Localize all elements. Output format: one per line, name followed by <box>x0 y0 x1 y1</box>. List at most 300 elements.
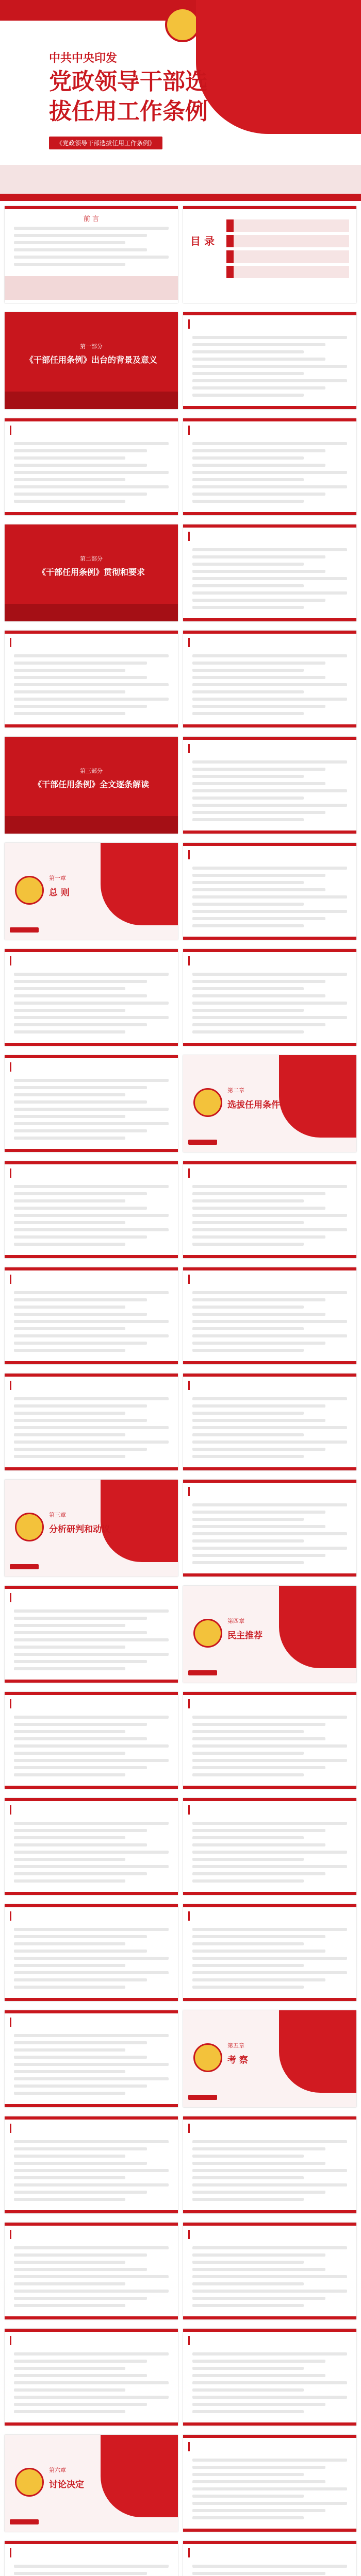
section-title: 选拔任用条件 <box>227 1100 280 1110</box>
slide-bottom-bar <box>5 1680 178 1683</box>
slide-text-block <box>192 2565 347 2576</box>
text-line <box>192 917 325 920</box>
slide-section <box>183 2010 356 2107</box>
section-badge <box>188 1140 217 1145</box>
slide-content <box>183 1267 356 1364</box>
text-line <box>192 1433 304 1436</box>
text-line <box>192 2367 304 2370</box>
text-line <box>192 811 325 814</box>
slide-text-block <box>14 227 169 270</box>
text-line <box>14 449 147 452</box>
text-line <box>14 2048 125 2052</box>
slide-content <box>183 312 356 409</box>
text-line <box>14 241 125 244</box>
text-line <box>192 1986 304 1989</box>
rays-decoration <box>5 816 178 834</box>
text-line <box>14 1100 147 1104</box>
slide-content <box>5 1798 178 1895</box>
text-line <box>14 669 125 672</box>
slide-text-block <box>14 2352 169 2417</box>
text-line <box>14 1404 147 1408</box>
part-title: 《干部任用条例》出台的背景及意义 <box>25 355 157 365</box>
slide-heading-marker <box>188 319 193 329</box>
text-line <box>14 1306 125 1309</box>
slide-text-block <box>192 973 347 1038</box>
slide-heading-marker <box>188 2336 193 2345</box>
text-line <box>14 2410 125 2413</box>
text-line <box>14 973 169 976</box>
slide-heading-marker <box>188 426 193 435</box>
text-line <box>192 471 347 474</box>
slide-bottom-bar <box>5 2210 178 2213</box>
slide-top-bar <box>5 418 178 421</box>
text-line <box>192 874 325 877</box>
slide-section <box>5 2435 178 2532</box>
text-line <box>192 2169 347 2172</box>
text-line <box>192 2253 325 2257</box>
text-line <box>192 1207 325 1210</box>
text-line <box>192 654 347 657</box>
text-line <box>192 1192 325 1195</box>
text-line <box>14 1129 147 1132</box>
text-line <box>192 584 304 587</box>
slide-bottom-bar <box>183 1786 356 1789</box>
text-line <box>192 924 304 927</box>
slide-heading-marker <box>10 1593 14 1602</box>
slide-bottom-bar <box>183 937 356 940</box>
section-badge <box>10 927 39 933</box>
slide-heading-marker <box>10 956 14 965</box>
text-line <box>14 2253 147 2257</box>
slide-top-bar <box>5 1055 178 1058</box>
slide-bottom-bar <box>5 1043 178 1046</box>
text-line <box>192 2268 325 2271</box>
slide-heading-marker <box>10 2018 14 2027</box>
part-number: 第一部分 <box>80 343 103 350</box>
text-line <box>192 2140 347 2143</box>
text-line <box>192 1342 325 1345</box>
text-line <box>14 2374 147 2377</box>
section-badge <box>10 2519 39 2524</box>
slide-text-block <box>192 442 347 507</box>
slide-top-bar <box>183 843 356 846</box>
text-line <box>14 2147 147 2150</box>
slide-text-block <box>192 2352 347 2417</box>
text-line <box>14 2169 169 2172</box>
text-line <box>192 994 325 997</box>
text-line <box>192 1221 304 1224</box>
slide-top-bar <box>5 2329 178 2332</box>
text-line <box>14 1313 147 1316</box>
text-line <box>14 2070 125 2073</box>
text-line <box>192 1185 347 1188</box>
slide-content <box>5 2223 178 2319</box>
text-line <box>192 464 325 467</box>
text-line <box>14 2056 147 2059</box>
slide-bottom-bar <box>183 724 356 727</box>
text-line <box>192 1334 347 1337</box>
part-title: 《干部任用条例》贯彻和要求 <box>37 567 145 577</box>
slide-text-block <box>14 1185 169 1250</box>
text-line <box>14 1752 125 1755</box>
text-line <box>14 1122 169 1125</box>
slide-top-bar <box>183 737 356 740</box>
text-line <box>14 987 125 990</box>
text-line <box>192 1978 325 1981</box>
slide-content <box>183 2435 356 2532</box>
slide-content <box>5 1692 178 1789</box>
section-title: 讨论决定 <box>49 2480 84 2490</box>
text-line <box>14 1822 169 1825</box>
text-line <box>14 485 169 488</box>
text-line <box>14 1243 125 1246</box>
text-line <box>192 2516 304 2519</box>
slide-heading-marker <box>10 426 14 435</box>
text-line <box>192 555 325 558</box>
text-line <box>14 2077 169 2080</box>
section-badge <box>188 1670 217 1675</box>
text-line <box>192 2374 325 2377</box>
text-line <box>14 1023 147 1026</box>
text-line <box>192 1547 347 1550</box>
text-line <box>192 563 304 566</box>
slide-text-block <box>192 2459 347 2523</box>
toc-label: 目 录 <box>190 235 215 247</box>
slide-top-bar <box>5 206 178 209</box>
slide-text-block <box>192 760 347 825</box>
text-line <box>192 760 347 764</box>
text-line <box>192 1935 325 1938</box>
text-line <box>14 2041 147 2044</box>
slide-top-bar <box>183 2435 356 2438</box>
section-title: 考 察 <box>227 2055 248 2065</box>
slide-content <box>183 631 356 727</box>
text-line <box>192 1829 325 1832</box>
slide-heading-marker <box>188 532 193 541</box>
text-line <box>14 471 169 474</box>
slide-content <box>5 1267 178 1364</box>
slide-heading-marker <box>10 1381 14 1390</box>
rays-decoration <box>5 392 178 409</box>
text-line <box>14 1199 125 1202</box>
text-line <box>192 1199 304 1202</box>
slide-bottom-bar <box>183 1573 356 1577</box>
text-line <box>192 1243 304 1246</box>
slide-heading-marker <box>10 1062 14 1072</box>
text-line <box>192 705 325 708</box>
text-line <box>14 1426 169 1429</box>
slide-top-bar <box>5 2223 178 2226</box>
text-line <box>14 2304 125 2307</box>
text-line <box>14 1971 169 1974</box>
section-title: 民主推荐 <box>227 1631 262 1641</box>
slide-bottom-bar <box>5 1998 178 2001</box>
text-line <box>14 464 147 467</box>
text-line <box>192 1723 325 1726</box>
text-line <box>14 1609 169 1613</box>
text-line <box>14 256 169 259</box>
text-line <box>14 705 147 708</box>
slide-content <box>5 2541 178 2576</box>
slide-bottom-bar <box>183 831 356 834</box>
text-line <box>14 1942 125 1945</box>
text-line <box>14 1928 169 1931</box>
text-line <box>14 1185 169 1188</box>
text-line <box>14 1298 147 1301</box>
slide-foreword <box>5 206 178 303</box>
slide-bottom-bar <box>5 2422 178 2426</box>
text-line <box>192 888 325 891</box>
text-line <box>192 336 347 339</box>
text-line <box>192 1349 304 1352</box>
text-line <box>192 2352 347 2355</box>
text-line <box>192 493 325 496</box>
text-line <box>192 394 304 397</box>
text-line <box>192 2246 347 2249</box>
slide-top-bar <box>5 2541 178 2544</box>
text-line <box>192 1030 304 1033</box>
text-line <box>192 712 304 715</box>
section-number: 第六章 <box>49 2467 66 2473</box>
slide-red <box>5 312 178 409</box>
text-line <box>192 1971 347 1974</box>
slide-bottom-bar <box>5 1786 178 1789</box>
text-line <box>192 1716 347 1719</box>
text-line <box>14 227 169 230</box>
slide-text-block <box>192 1503 347 1568</box>
slide-top-bar <box>183 312 356 315</box>
text-line <box>14 2063 169 2066</box>
slide-text-block <box>14 2246 169 2311</box>
text-line <box>14 1716 169 1719</box>
foreword-title: 前 言 <box>83 215 100 223</box>
text-line <box>192 1518 304 1521</box>
slide-top-bar <box>183 631 356 634</box>
slide-top-bar <box>183 524 356 528</box>
cover-subtitle: 中共中央印发 <box>49 52 118 65</box>
slide-top-bar <box>5 1904 178 1907</box>
text-line <box>192 903 304 906</box>
text-line <box>14 1207 147 1210</box>
text-line <box>192 2275 347 2278</box>
text-line <box>14 1872 147 1875</box>
party-emblem-icon <box>193 1088 222 1117</box>
slide-grid <box>0 201 361 2576</box>
text-line <box>14 662 147 665</box>
slide-red <box>5 737 178 834</box>
text-line <box>192 669 304 672</box>
slide-text-block <box>192 1716 347 1781</box>
slide-text-block <box>14 654 169 719</box>
text-line <box>192 1313 325 1316</box>
slide-content <box>5 949 178 1046</box>
text-line <box>192 485 347 488</box>
party-emblem-icon <box>15 2468 44 2497</box>
text-line <box>192 2502 347 2505</box>
slide-bottom-bar <box>183 1361 356 1364</box>
slide-content <box>183 843 356 940</box>
slide-bottom-bar <box>183 2316 356 2319</box>
slide-content <box>183 1798 356 1895</box>
slide-bottom-bar <box>183 2529 356 2532</box>
slide-heading-marker <box>10 1805 14 1815</box>
slide-text-block <box>192 548 347 613</box>
text-line <box>14 2403 147 2406</box>
text-line <box>14 1935 147 1938</box>
text-line <box>192 1858 304 1861</box>
text-line <box>192 1320 347 1323</box>
text-line <box>14 2191 147 2194</box>
text-line <box>192 1426 347 1429</box>
cover-slide <box>0 0 361 201</box>
text-line <box>192 895 347 899</box>
slide-content <box>5 418 178 515</box>
slide-text-block <box>14 1291 169 1356</box>
slide-top-bar <box>183 418 356 421</box>
slide-heading-marker <box>10 1275 14 1284</box>
text-line <box>192 1455 304 1458</box>
text-line <box>192 2403 325 2406</box>
text-line <box>192 2304 304 2307</box>
text-line <box>14 2396 169 2399</box>
section-title: 分析研判和动议 <box>49 1524 110 1535</box>
text-line <box>192 2388 304 2392</box>
text-line <box>192 2183 347 2187</box>
text-line <box>192 2360 325 2363</box>
text-line <box>14 1093 125 1096</box>
text-line <box>192 1737 325 1740</box>
text-line <box>192 698 347 701</box>
slide-heading-marker <box>188 1168 193 1178</box>
slide-heading-marker <box>188 850 193 859</box>
text-line <box>14 2381 169 2384</box>
slide-content <box>183 418 356 515</box>
text-line <box>192 1525 325 1528</box>
slide-text-block <box>14 973 169 1038</box>
slide-bottom-bar <box>183 1892 356 1895</box>
text-line <box>192 2147 325 2150</box>
text-line <box>192 2487 347 2490</box>
text-line <box>192 358 325 361</box>
slide-toc <box>183 206 356 303</box>
text-line <box>14 263 125 266</box>
text-line <box>192 1235 325 1239</box>
text-line <box>192 386 325 389</box>
slide-content <box>5 1055 178 1152</box>
text-line <box>192 2466 325 2469</box>
text-line <box>192 2297 325 2300</box>
slide-heading-marker <box>10 1911 14 1921</box>
text-line <box>192 1419 325 1422</box>
text-line <box>14 493 147 496</box>
text-line <box>14 1334 169 1337</box>
party-emblem-icon <box>165 7 200 42</box>
party-emblem-icon <box>193 1619 222 1648</box>
text-line <box>14 2297 147 2300</box>
text-line <box>192 775 304 778</box>
slide-bottom-bar <box>5 512 178 515</box>
slide-content <box>183 2541 356 2576</box>
text-line <box>14 1653 169 1656</box>
text-line <box>192 2290 347 2293</box>
slide-bottom-bar <box>5 1149 178 1152</box>
text-line <box>14 1766 147 1769</box>
slide-heading-marker <box>188 2124 193 2133</box>
text-line <box>192 789 347 792</box>
slide-text-block <box>192 1291 347 1356</box>
text-line <box>14 2176 125 2179</box>
part-number: 第三部分 <box>80 768 103 774</box>
slide-top-bar <box>5 1374 178 1377</box>
text-line <box>14 1412 125 1415</box>
text-line <box>192 2162 325 2165</box>
slide-top-bar <box>5 1267 178 1270</box>
text-line <box>14 676 147 679</box>
text-line <box>14 1646 125 1649</box>
text-line <box>192 500 304 503</box>
slide-bottom-bar <box>5 1361 178 1364</box>
slide-heading-marker <box>188 1911 193 1921</box>
tiananmen-picture <box>5 276 178 300</box>
text-line <box>192 867 347 870</box>
text-line <box>192 2261 304 2264</box>
text-line <box>14 500 125 503</box>
text-line <box>192 2191 325 2194</box>
text-line <box>192 782 325 785</box>
slide-content <box>5 1374 178 1470</box>
slide-text-block <box>14 2565 169 2576</box>
section-number: 第一章 <box>49 875 66 882</box>
slide-top-bar <box>183 1904 356 1907</box>
text-line <box>14 1624 125 1627</box>
slide-content <box>183 1904 356 2001</box>
text-line <box>14 234 147 237</box>
slide-top-bar <box>5 631 178 634</box>
text-line <box>192 350 304 353</box>
text-line <box>14 1137 125 1140</box>
slide-bottom-bar <box>183 618 356 621</box>
text-line <box>192 2396 347 2399</box>
text-line <box>14 1320 169 1323</box>
text-line <box>192 768 325 771</box>
slide-text-block <box>14 1716 169 1781</box>
slide-heading-marker <box>188 1275 193 1284</box>
flag-decoration <box>279 1586 356 1668</box>
text-line <box>192 796 304 800</box>
slide-text-block <box>192 2140 347 2205</box>
text-line <box>14 1228 169 1231</box>
text-line <box>192 442 347 445</box>
text-line <box>14 2275 169 2278</box>
text-line <box>14 1858 125 1861</box>
slide-top-bar <box>5 1161 178 1164</box>
slide-top-bar <box>183 1798 356 1801</box>
text-line <box>192 1306 304 1309</box>
text-line <box>192 980 325 983</box>
text-line <box>192 1532 347 1535</box>
text-line <box>14 2198 125 2201</box>
text-line <box>14 2565 169 2568</box>
slide-content <box>5 1161 178 1258</box>
flag-decoration <box>279 1055 356 1138</box>
party-emblem-icon <box>15 876 44 905</box>
text-line <box>192 1009 304 1012</box>
slide-top-bar <box>183 2116 356 2120</box>
slide-text-block <box>14 1928 169 1993</box>
toc-item <box>226 235 349 247</box>
text-line <box>192 1404 325 1408</box>
section-number: 第三章 <box>49 1512 66 1518</box>
